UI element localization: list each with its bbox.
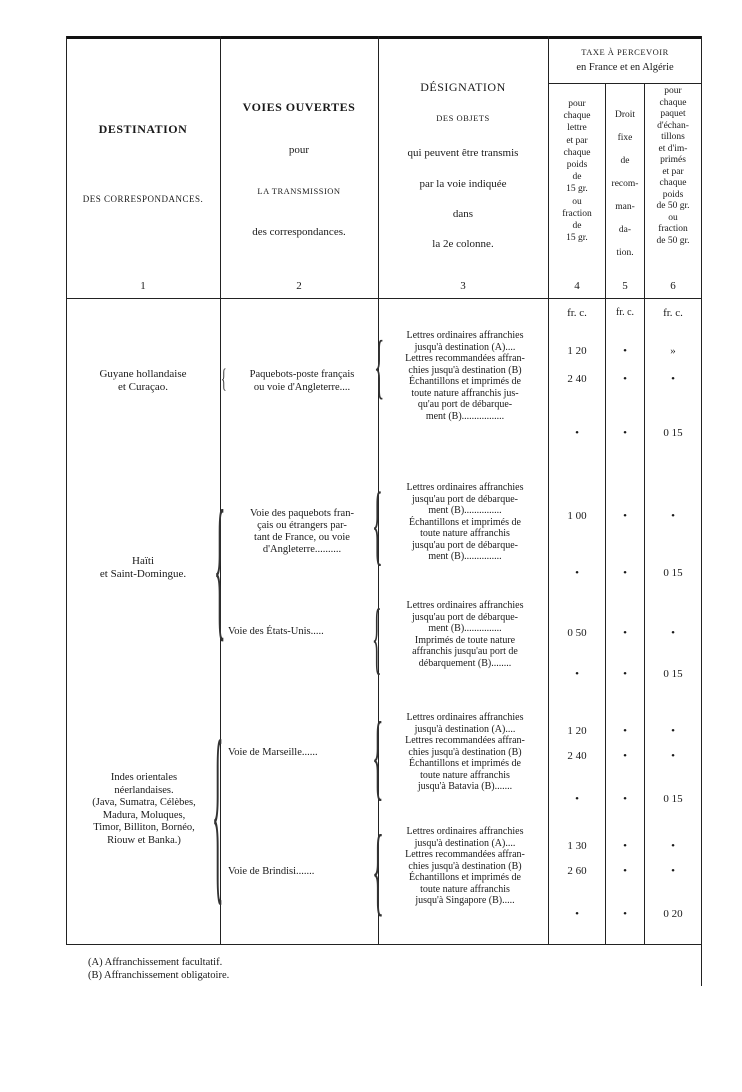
col-number-5: 5	[622, 280, 628, 292]
value-cell: 1 30	[567, 840, 587, 852]
col-number-6: 6	[670, 280, 676, 292]
destination-haiti: Haïti et Saint-Domingue.	[99, 555, 187, 580]
col4-header: pour chaque lettre et par chaque poids de 15 gr. ou fraction de 15 gr.	[562, 99, 592, 244]
value-cell: •	[623, 865, 627, 877]
footnotes	[88, 956, 229, 982]
objets-indes-1: Lettres ordinaires affranchies jusqu'à destination (A).... Lettres recommandées affran- chies jusqu'à destination (B) Échantillons et imprimés de toute nature affranchis jusqu'à Batavia (B).......	[405, 712, 525, 792]
value-cell: •	[623, 373, 627, 385]
col3-line5: dans	[452, 208, 474, 220]
col3-line2: DES OBJETS	[436, 113, 490, 123]
objets-indes-2: Lettres ordinaires affranchies jusqu'à destination (A).... Lettres recommandées affran- chies jusqu'à destination (B) Échantillons et imprimés de toute nature affranchis jusqu'à Singapore (B).....	[405, 826, 525, 906]
voie-indes-2: Voie de Brindisi.......	[228, 866, 315, 877]
footnote-b: (B) Affranchissement obligatoire.	[88, 970, 230, 981]
brace: {	[221, 364, 227, 393]
value-cell: •	[671, 750, 675, 762]
value-cell: •	[623, 908, 627, 920]
voie-indes-1: Voie de Marseille......	[228, 747, 318, 758]
col3-line4: par la voie indiquée	[419, 178, 507, 190]
col-number-1: 1	[140, 280, 146, 292]
value-cell: •	[671, 865, 675, 877]
destination-indes: Indes orientales néerlandaises. (Java, Sumatra, Célèbes, Madura, Moluques, Timor, Billiton, Bornéo, Riouw et Banka.)	[92, 772, 196, 846]
brace: {	[372, 814, 384, 925]
col5-header: Droit fixe de recom- man- da- tion.	[611, 110, 639, 258]
value-cell: 0 50	[567, 627, 587, 639]
value-cell: 1 00	[567, 510, 587, 522]
value-cell: »	[670, 345, 676, 357]
value-cell: •	[575, 793, 579, 805]
voie-guyane: Paquebots-poste français ou voie d'Angleterre....	[249, 369, 355, 393]
unit-col5: fr. c.	[615, 307, 635, 318]
col3-line6: la 2e colonne.	[432, 238, 494, 250]
value-cell: •	[623, 793, 627, 805]
value-cell: •	[623, 427, 627, 439]
col2-line3: LA TRANSMISSION	[257, 186, 341, 196]
value-cell: •	[623, 510, 627, 522]
value-cell: •	[623, 668, 627, 680]
value-cell: •	[623, 840, 627, 852]
col2-title: VOIES OUVERTES	[242, 100, 356, 114]
value-cell: 2 60	[567, 865, 587, 877]
value-cell: •	[575, 567, 579, 579]
value-cell: •	[671, 373, 675, 385]
value-cell: •	[623, 345, 627, 357]
col-number-4: 4	[574, 280, 580, 292]
value-cell: •	[623, 725, 627, 737]
destination-guyane: Guyane hollandaise et Curaçao.	[99, 368, 187, 393]
value-cell: 0 15	[663, 567, 683, 579]
col3-line3: qui peuvent être transmis	[407, 147, 519, 159]
value-cell: •	[671, 627, 675, 639]
value-cell: 0 15	[663, 668, 683, 680]
brace: {	[212, 701, 224, 922]
objets-haiti-2: Lettres ordinaires affranchies jusqu'au port de débarque- ment (B)............... Imprimés de toute nature affranchis jusqu'au port de débarquement (B)........	[406, 600, 524, 669]
unit-col6: fr. c.	[663, 307, 683, 319]
voie-haiti-2: Voie des États-Unis.....	[228, 626, 324, 637]
col2-line4: des correspondances.	[252, 226, 346, 238]
col-number-2: 2	[296, 280, 302, 292]
value-cell: 0 15	[663, 793, 683, 805]
value-cell: •	[575, 668, 579, 680]
brace: {	[372, 594, 382, 682]
brace: {	[372, 475, 383, 574]
col6-header: pour chaque paquet d'échan- tillons et d'im- primés et par chaque poids de 50 gr. ou fraction de 50 gr.	[656, 86, 690, 246]
taxe-subtitle: en France et en Algérie	[576, 62, 674, 73]
col-number-3: 3	[460, 280, 466, 292]
brace: {	[372, 702, 384, 809]
value-cell: •	[671, 840, 675, 852]
col1-subtitle: DES CORRESPONDANCES.	[82, 194, 204, 204]
objets-guyane: Lettres ordinaires affranchies jusqu'à destination (A).... Lettres recommandées affran- chies jusqu'à destination (B) Échantillons et imprimés de toute nature affranchis jus- qu'au port de débarque- ment (B).................	[405, 330, 525, 422]
col2-line2: pour	[288, 144, 310, 156]
value-cell: •	[575, 427, 579, 439]
value-cell: •	[671, 725, 675, 737]
brace: {	[374, 326, 385, 406]
value-cell: 2 40	[567, 373, 587, 385]
col3-title: DÉSIGNATION	[420, 80, 506, 94]
col1-title: DESTINATION	[98, 122, 188, 136]
value-cell: •	[671, 510, 675, 522]
value-cell: 0 15	[663, 427, 683, 439]
value-cell: •	[623, 627, 627, 639]
value-cell: 1 20	[567, 345, 587, 357]
value-cell: •	[575, 908, 579, 920]
value-cell: 2 40	[567, 750, 587, 762]
objets-haiti-1: Lettres ordinaires affranchies jusqu'au port de débarque- ment (B)............... Échantillons et imprimés de toute nature affranchis jusqu'au port de débarque- ment (B)...............	[406, 482, 524, 562]
value-cell: •	[623, 750, 627, 762]
unit-col4: fr. c.	[567, 307, 587, 319]
brace: {	[214, 477, 226, 655]
footnote-a: (A) Affranchissement facultatif.	[88, 957, 223, 968]
taxe-title: TAXE À PERCEVOIR	[581, 47, 669, 57]
value-cell: 1 20	[567, 725, 587, 737]
value-cell: 0 20	[663, 908, 683, 920]
voie-haiti-1: Voie des paquebots fran- çais ou étrangers par- tant de France, ou voie d'Angleterre..........	[250, 508, 354, 555]
value-cell: •	[623, 567, 627, 579]
